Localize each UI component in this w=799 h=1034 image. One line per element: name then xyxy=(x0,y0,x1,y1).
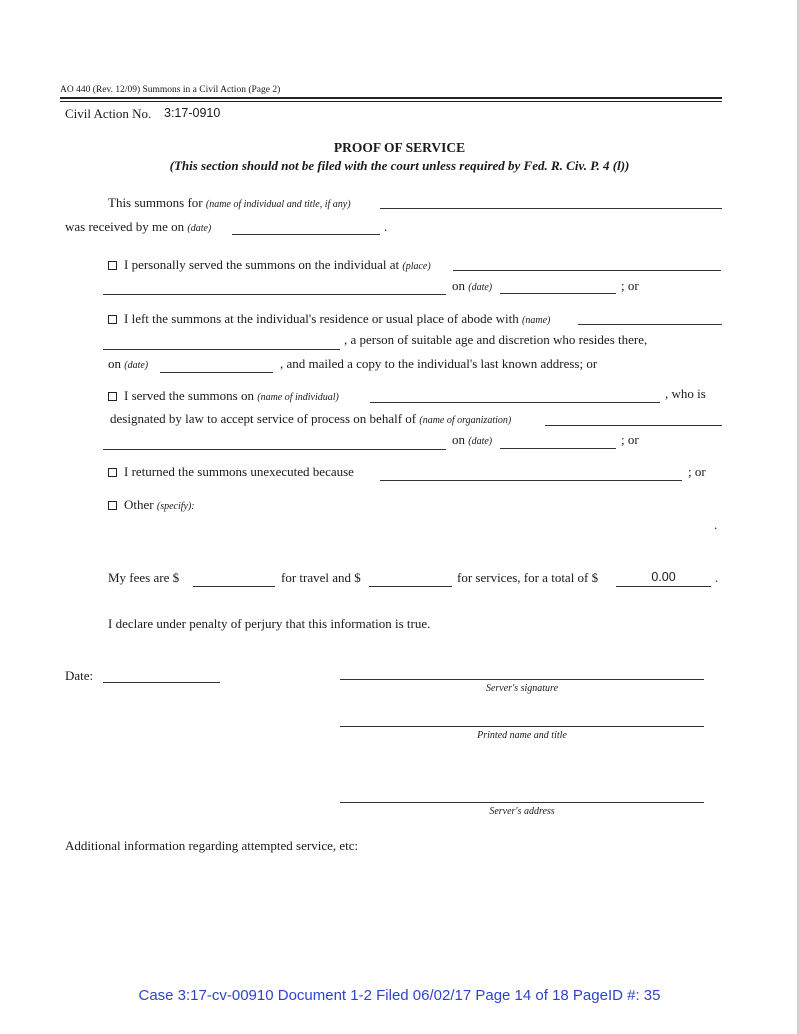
printed-name-caption: Printed name and title xyxy=(477,730,567,741)
option2-date-field[interactable] xyxy=(160,372,273,373)
received-line1 xyxy=(108,195,351,211)
option3-line2 xyxy=(110,411,511,427)
option1-on-text: on xyxy=(452,278,465,293)
option5-text: Other xyxy=(124,497,154,512)
option1-text: I personally served the summons on the individual at xyxy=(124,257,400,272)
server-signature-field[interactable] xyxy=(340,679,704,680)
declaration: I declare under penalty of perjury that this information is true. xyxy=(108,616,431,631)
option3-or: ; or xyxy=(621,432,639,447)
option5-hint: (specify): xyxy=(156,501,195,512)
fees-total-value[interactable]: 0.00 xyxy=(651,570,676,584)
fees-period: . xyxy=(715,570,719,585)
other-checkbox[interactable] xyxy=(108,501,117,510)
option3-who-is: , who is xyxy=(665,386,706,401)
option2-on xyxy=(108,356,148,372)
received-date-hint: (date) xyxy=(187,223,212,234)
option-left-at-residence xyxy=(108,311,550,327)
option3-date-field[interactable] xyxy=(500,448,616,449)
option-returned-unexecuted xyxy=(108,464,354,480)
option3-on xyxy=(452,432,492,448)
option3-individual-field[interactable] xyxy=(370,402,660,403)
option-personally-served xyxy=(108,257,431,273)
option-other xyxy=(108,497,195,513)
option1-place-hint: (place) xyxy=(402,261,431,272)
option1-date-hint: (date) xyxy=(468,282,493,293)
received-date-field[interactable] xyxy=(232,234,380,235)
fees-services-label: for services, for a total of $ xyxy=(457,570,599,585)
printed-name-field[interactable] xyxy=(340,726,704,727)
option4-reason-field[interactable] xyxy=(380,480,682,481)
option4-text: I returned the summons unexecuted because xyxy=(124,464,354,479)
served-designated-checkbox[interactable] xyxy=(108,392,117,401)
option2-name-field-2[interactable] xyxy=(103,349,340,350)
civil-action-label: Civil Action No. xyxy=(65,106,152,121)
received-date-text: was received by me on xyxy=(65,219,185,234)
form-id: AO 440 (Rev. 12/09) Summons in a Civil Action (Page 2) xyxy=(60,85,281,95)
fees-total-field[interactable] xyxy=(616,586,711,587)
page-title: PROOF OF SERVICE xyxy=(333,140,466,155)
date-label: Date: xyxy=(65,668,94,683)
additional-info-label: Additional information regarding attempted service, etc: xyxy=(65,838,359,853)
received-name-hint: (name of individual and title, if any) xyxy=(205,199,351,210)
option1-or: ; or xyxy=(621,278,639,293)
header-rule-top xyxy=(60,97,722,99)
civil-action-number[interactable]: 3:17-0910 xyxy=(164,106,221,120)
fees-travel-label: for travel and $ xyxy=(281,570,361,585)
server-address-caption: Server's address xyxy=(489,806,555,817)
option3-org-field-2[interactable] xyxy=(103,449,446,450)
option1-place-field[interactable] xyxy=(453,270,721,271)
other-end-dot: . xyxy=(714,517,718,532)
option2-text3: , and mailed a copy to the individual's last known address; or xyxy=(280,356,598,371)
option3-date-hint: (date) xyxy=(468,436,493,447)
received-period: . xyxy=(384,219,388,234)
date-field[interactable] xyxy=(103,682,220,683)
case-footer-stamp: Case 3:17-cv-00910 Document 1-2 Filed 06/02/17 Page 14 of 18 PageID #: 35 xyxy=(138,987,661,1004)
option2-text2: , a person of suitable age and discretion who resides there, xyxy=(344,332,648,347)
option3-text2: designated by law to accept service of process on behalf of xyxy=(110,411,417,426)
server-address-field[interactable] xyxy=(340,802,704,803)
option1-date-field[interactable] xyxy=(500,293,616,294)
option3-org-hint: (name of organization) xyxy=(419,415,512,426)
server-signature-caption: Server's signature xyxy=(485,683,559,694)
header-rule-bottom xyxy=(60,101,722,102)
option2-name-hint: (name) xyxy=(522,315,551,326)
services-fee-field[interactable] xyxy=(369,586,452,587)
option2-text: I left the summons at the individual's residence or usual place of abode with xyxy=(124,311,519,326)
option2-date-hint: (date) xyxy=(124,360,149,371)
returned-unexecuted-checkbox[interactable] xyxy=(108,468,117,477)
received-line2 xyxy=(65,219,211,235)
received-text: This summons for xyxy=(108,195,203,210)
option3-individual-hint: (name of individual) xyxy=(257,392,339,403)
received-name-field[interactable] xyxy=(380,208,722,209)
personally-served-checkbox[interactable] xyxy=(108,261,117,270)
option4-or: ; or xyxy=(688,464,706,479)
option1-on xyxy=(452,278,492,294)
option-served-designated xyxy=(108,388,339,404)
option3-text: I served the summons on xyxy=(124,388,254,403)
option2-name-field[interactable] xyxy=(578,324,722,325)
option3-org-field[interactable] xyxy=(545,425,722,426)
option2-on-text: on xyxy=(108,356,121,371)
option3-on-text: on xyxy=(452,432,465,447)
option1-place-field-2[interactable] xyxy=(103,294,446,295)
page-subtitle: (This section should not be filed with the court unless required by Fed. R. Civ. P. 4 (l)) xyxy=(169,158,630,173)
travel-fee-field[interactable] xyxy=(193,586,275,587)
left-at-residence-checkbox[interactable] xyxy=(108,315,117,324)
fees-prefix: My fees are $ xyxy=(108,570,180,585)
